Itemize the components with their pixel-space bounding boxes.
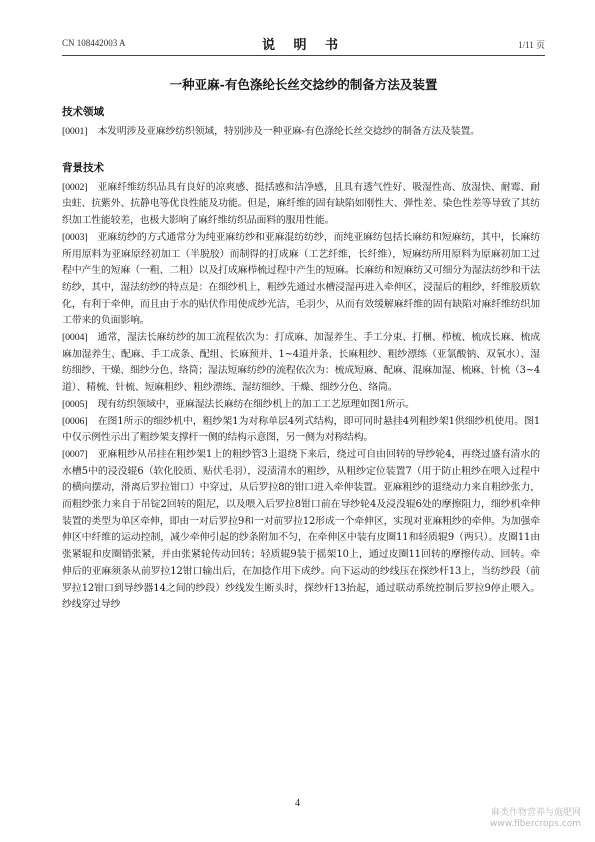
document-title: 一种亚麻-有色涤纶长丝交捻纱的制备方法及装置 — [169, 77, 438, 92]
paragraph-text: 通常，湿法长麻纺纱的加工流程依次为：打成麻、加湿养生、手工分束、打梱、栉梳、梳成长麻、梳成麻加湿养生、配麻、手工成条、配组、长麻预并、1~4道并条、长麻粗纱、粗纱漂练（亚氯酸钠、双氧水）、湿纺细纱、干燥、细纱分色、络筒；湿法短麻纺纱的流程依次为：梳成短麻、配麻、混麻加湿、梳麻、针梳（3~4道）、精梳、针梳、短麻粗纱、粗纱漂练、湿纺细纱、干燥、细纱分色、络筒。 — [62, 332, 540, 394]
paragraph — [62, 397, 540, 414]
document-type: 说 明 书 — [261, 38, 346, 53]
paragraph-text: 本发明涉及亚麻纱纺织领域，特别涉及一种亚麻-有色涤纶长丝交捻纱的制备方法及装置。 — [97, 126, 480, 137]
paragraph — [62, 447, 540, 614]
paragraph-text: 在图1所示的细纱机中，粗纱架1为对称单层4列式结构，即可同时悬挂4列粗纱架1供细纱机使用。图1中仅示例性示出了粗纱架支撑杆一侧的结构示意图，另一侧为对称结构。 — [62, 415, 540, 444]
page-of-total: 1/11 页 — [518, 40, 545, 50]
paragraph — [62, 414, 540, 447]
watermark-line: 麻类作物营养与施肥网 — [490, 808, 581, 818]
paragraph-number: [0005] — [62, 398, 88, 410]
paragraph-number: [0003] — [62, 231, 88, 243]
paragraph-text: 亚麻纤维纺织品具有良好的凉爽感、挺括感和洁净感，且具有透气性好、吸湿性高、放湿快、耐霉、耐虫蛀、抗紫外、抗静电等优良性能及功能。但是，麻纤维的固有缺陷如刚性大、弹性差、染色性差等导致了其纺织加工性能较差，也极大影响了麻纤维纺织品面料的服用性能。 — [62, 181, 540, 227]
section-heading: 背景技术 — [62, 161, 104, 174]
paragraph — [62, 180, 540, 230]
paragraph-number: [0004] — [62, 332, 88, 344]
publication-number: CN 108442003 A — [62, 38, 126, 48]
paragraph-text: 亚麻纺纱的方式通常分为纯亚麻纺纱和亚麻混纺纺纱，而纯亚麻纺包括长麻纺和短麻纺，其中，长麻纺所用原料为亚麻原经初加工（半脱胶）而制得的打成麻（工艺纤维，长纤维），短麻纺所用原料为原麻初加工过程中产生的短麻（一粗、二粗）以及打成麻栉梳过程中产生的短麻。长麻纺和短麻纺又可细分为湿法纺纱和干法纺纱，其中，湿法纺纱的特点是：在细纱机上，粗纱先通过水槽浸湿再进入牵伸区，浸湿后的粗纱，纤维胶质软化，有利于牵伸，而且由于水的贴伏作用使成纱光洁，毛羽少，从而有效缓解麻纤维的固有缺陷对麻纤维纺织加工带来的负面影响。 — [62, 231, 540, 327]
paragraph-text: 亚麻粗纱从吊挂在粗纱架1上的粗纱管3上退绕下来后，绕过可自由回转的导纱轮4，再绕过盛有清水的水槽5中的浸没辊6（软化胶质、贴伏毛羽），浸渍清水的粗纱，从粗纱定位装置7（用于防止粗纱在喂入过程中的横向摆动，滑离后罗拉钳口）中穿过，从后罗拉8的钳口进入牵伸装置。亚麻粗纱的退绕动力来自粗纱张力，而粗纱张力来自于吊锭2回转的阻尼，以及喂入后罗拉8钳口前在导纱轮4及浸没辊6处的摩擦阻力，细纱机牵伸装置的类型为单区牵伸，即由一对后罗拉9和一对前罗拉12形成一个牵伸区，实现对亚麻粗纱的牵伸。为加强牵伸区中纤维的运动控制，减少牵伸引起的纱条附加不匀，在牵伸区中装有皮圈11和轻质辊9（两只）。皮圈11由张紧辊和皮圈销张紧，并由张紧轮传动回转；轻质辊9装于摇架10上，通过皮圈11回转的摩擦传动、回转。牵伸后的亚麻须条从前罗拉12钳口输出后，在加捻作用下成纱。向下运动的纱线压在探纱杆13上，当纺纱段（前罗拉12钳口到导纱器14之间的纱段）纱线发生断头时，探纱杆13抬起，通过联动系统控制后罗拉9停止喂入。纱线穿过导纱 — [62, 448, 540, 611]
page-number: 4 — [295, 798, 300, 809]
paragraph — [62, 330, 540, 397]
paragraph — [62, 124, 540, 141]
header-divider — [62, 55, 545, 56]
paragraph-number: [0006] — [62, 415, 88, 427]
watermark-line: www.fibercrops.com — [490, 819, 581, 829]
page-header — [62, 34, 545, 52]
paragraph-number: [0007] — [62, 448, 88, 460]
paragraph-text: 现有纺织领域中，亚麻湿法长麻纺在细纱机上的加工工艺原理如图1所示。 — [97, 398, 415, 410]
paragraph-number: [0001] — [62, 126, 88, 137]
section-heading: 技术领域 — [62, 106, 104, 118]
paragraph-number: [0002] — [62, 181, 88, 193]
paragraph — [62, 230, 540, 330]
document-body — [62, 105, 540, 614]
watermark — [490, 808, 581, 830]
